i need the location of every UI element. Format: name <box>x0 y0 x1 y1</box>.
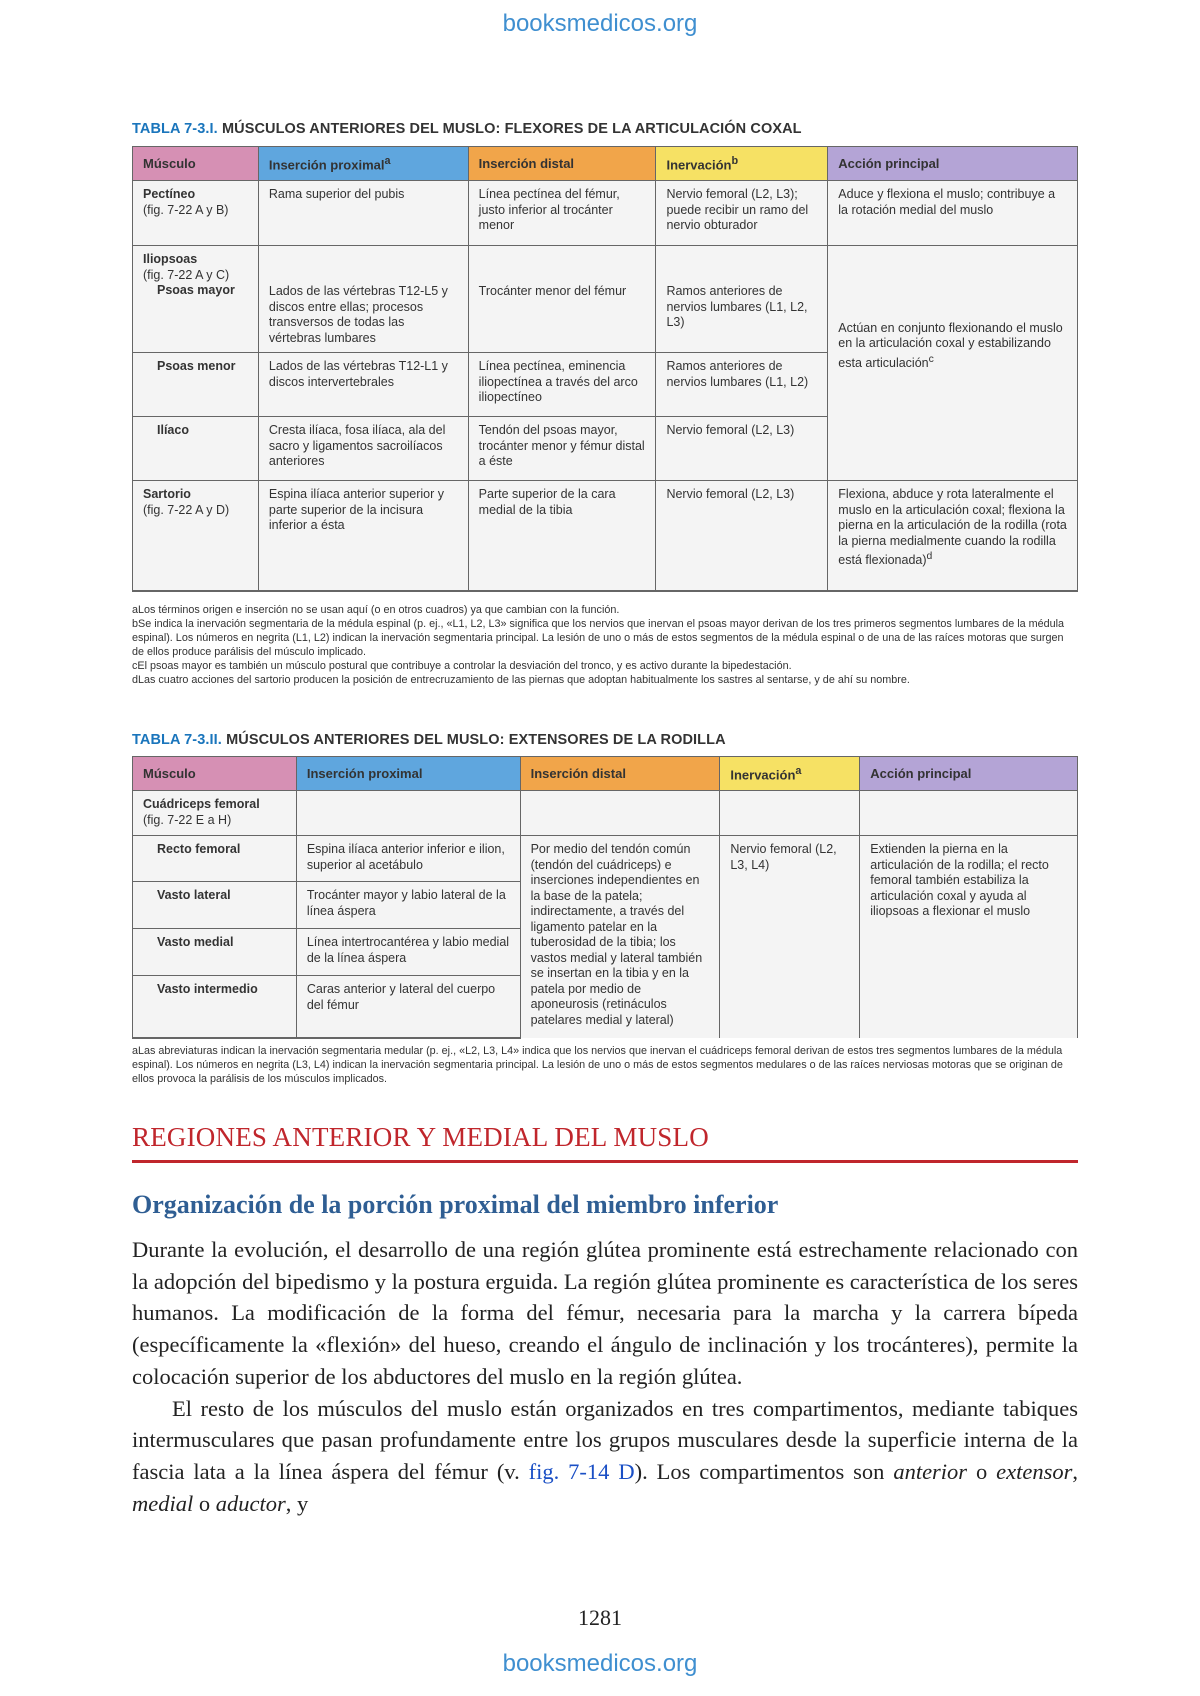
table-row <box>133 246 1078 353</box>
nerve-cell: Nervio femoral (L2, L3) <box>656 417 828 481</box>
action-cell: Flexiona, abduce y rota lateralmente el muslo en la articulación coxal; flexiona la pierna en la articulación de la rodilla (rota la pierna medialmente cuando la rodilla está flexionada)$^d$ <box>828 481 1078 591</box>
table2-header-proximal: Inserción proximal <box>296 757 520 791</box>
table2-caption <box>132 732 726 748</box>
section-title: REGIONES ANTERIOR Y MEDIAL DEL MUSLO <box>132 1122 709 1152</box>
proximal-cell: Rama superior del pubis <box>258 181 468 246</box>
table1-caption <box>132 121 802 137</box>
footnote: dLas cuatro acciones del sartorio producen la posición de entrecruzamiento de las piernas que adoptan habitualmente los sastres al sentarse, y de ahí su nombre. <box>132 674 910 686</box>
nerve-cell: Ramos anteriores de nervios lumbares (L1, L2) <box>656 353 828 417</box>
table-row <box>133 836 1078 882</box>
empty-cell <box>296 791 520 836</box>
table2-number: TABLA 7-3.II. <box>132 732 222 748</box>
table2-footnote <box>132 1044 1078 1086</box>
proximal-cell: Cresta ilíaca, fosa ilíaca, ala del sacro y ligamentos sacroilíacos anteriores <box>258 417 468 481</box>
site-watermark-top: booksmedicos.org <box>502 10 698 37</box>
empty-cell <box>720 791 860 836</box>
muscle-cell: Recto femoral <box>133 836 297 882</box>
subsection-title: Organización de la porción proximal del miembro inferior <box>132 1190 779 1219</box>
table2-header-muscle: Músculo <box>133 757 297 791</box>
site-watermark-bottom: booksmedicos.org <box>502 1650 698 1677</box>
table1-footnotes <box>132 603 1078 687</box>
muscle-cell: Ilíaco <box>133 417 259 481</box>
muscle-cell: Vasto medial <box>133 929 297 976</box>
table2-header-row <box>133 757 1078 791</box>
nerve-cell: Ramos anteriores de nervios lumbares (L1, L2, L3) <box>656 246 828 353</box>
table1-header-proximal: Inserción proximal$^a$ <box>258 147 468 181</box>
footnote: bSe indica la inervación segmentaria de la médula espinal (p. ej., «L1, L2, L3» significa que los nervios que inervan el psoas mayor derivan de los tres primeros segmentos lumbares de la médula espinal). Los números en negrita (L1, L2) indican la inervación segmentaria principal. La lesión de uno o más de estos segmentos de la médula espinal o de una de las raíces motoras que surgen de ellos produce parálisis del músculo implicado. <box>132 618 1065 658</box>
nerve-cell: Nervio femoral (L2, L3, L4) <box>720 836 860 1038</box>
table2-header-nerve: Inervación$^a$ <box>720 757 860 791</box>
table1-number: TABLA 7-3.I. <box>132 121 218 137</box>
table-row <box>133 481 1078 591</box>
distal-cell: Tendón del psoas mayor, trocánter menor y fémur distal a éste <box>468 417 656 481</box>
section-rule <box>132 1160 1078 1163</box>
psoas-mayor-label: Psoas mayor <box>157 283 235 297</box>
table2 <box>132 756 1078 1039</box>
empty-cell <box>860 791 1078 836</box>
figure-link[interactable]: fig. 7-14 D <box>528 1458 635 1484</box>
table1-header-action: Acción principal <box>828 147 1078 181</box>
distal-cell: Línea pectínea del fémur, justo inferior al trocánter menor <box>468 181 656 246</box>
table-row <box>133 791 1078 836</box>
paragraph: Durante la evolución, el desarrollo de una región glútea prominente está estrechamente relacionado con la adopción del bipedismo y la postura erguida. La región glútea prominente es característica de los seres humanos. La modificación de la forma del fémur, necesaria para la marcha y la carrera bípeda (específicamente la «flexión» del hueso, creando el ángulo de inclinación y los trocánteres), permite la colocación superior de los abductores del muslo en la región glútea. <box>132 1237 1078 1389</box>
empty-cell <box>520 791 720 836</box>
distal-cell: Parte superior de la cara medial de la tibia <box>468 481 656 591</box>
proximal-cell: Espina ilíaca anterior inferior e ilion, superior al acetábulo <box>296 836 520 882</box>
muscle-cell: Vasto lateral <box>133 882 297 929</box>
muscle-cell: Pectíneo (fig. 7-22 A y B) <box>133 181 259 246</box>
action-cell: Aduce y flexiona el muslo; contribuye a la rotación medial del muslo <box>828 181 1078 246</box>
table1-header-distal: Inserción distal <box>468 147 656 181</box>
table1-header-nerve: Inervación$^b$ <box>656 147 828 181</box>
table2-header-action: Acción principal <box>860 757 1078 791</box>
footnote: cEl psoas mayor es también un músculo postural que contribuye a controlar la desviación del tronco, y es activo durante la bipedestación. <box>132 660 792 672</box>
proximal-cell: Lados de las vértebras T12-L5 y discos entre ellas; procesos transversos de todas las vértebras lumbares <box>258 246 468 353</box>
paragraph: El resto de los músculos del muslo están organizados en tres compartimentos, mediante tabiques intermusculares que pasan profundamente entre los grupos musculares desde la superficie interna de la fascia lata a la línea áspera del fémur (v. fig. 7-14 D). Los compartimentos son anterior o extensor, medial o aductor, y <box>132 1395 1079 1516</box>
muscle-cell: Iliopsoas (fig. 7-22 A y C) Psoas mayor <box>133 246 259 353</box>
proximal-cell: Trocánter mayor y labio lateral de la línea áspera <box>296 882 520 929</box>
table1-title: MÚSCULOS ANTERIORES DEL MUSLO: FLEXORES DE LA ARTICULACIÓN COXAL <box>221 121 802 137</box>
muscle-cell: Cuádriceps femoral (fig. 7-22 E a H) <box>133 791 297 836</box>
proximal-cell: Espina ilíaca anterior superior y parte superior de la incisura inferior a ésta <box>258 481 468 591</box>
muscle-cell: Sartorio (fig. 7-22 A y D) <box>133 481 259 591</box>
nerve-cell: Nervio femoral (L2, L3) <box>656 481 828 591</box>
muscle-cell: Vasto intermedio <box>133 976 297 1038</box>
nerve-cell: Nervio femoral (L2, L3); puede recibir un ramo del nervio obturador <box>656 181 828 246</box>
table1-header-row <box>133 147 1078 181</box>
distal-cell: Línea pectínea, eminencia iliopectínea a través del arco iliopectíneo <box>468 353 656 417</box>
footnote: aLas abreviaturas indican la inervación segmentaria medular (p. ej., «L2, L3, L4» indica que los nervios que inervan el cuádriceps femoral derivan de estos tres segmentos lumbares de la médula espinal). Los números en negrita (L3, L4) indican la inervación segmentaria principal. La lesión de uno o más de estos segmentos medulares o de las raíces nerviosas motoras que se originan de ellos provoca la parálisis de los músculos implicados. <box>132 1045 1063 1085</box>
body-text <box>132 1234 1078 1519</box>
table-row <box>133 181 1078 246</box>
table2-header-distal: Inserción distal <box>520 757 720 791</box>
distal-cell: Por medio del tendón común (tendón del cuádriceps) e inserciones independientes en la base de la patela; indirectamente, a través del ligamento patelar en la tuberosidad de la tibia; los vastos medial y lateral también se insertan en la tibia y en la patela por medio de aponeurosis (retináculos patelares medial y lateral) <box>520 836 720 1038</box>
proximal-cell: Caras anterior y lateral del cuerpo del fémur <box>296 976 520 1038</box>
proximal-cell: Lados de las vértebras T12-L1 y discos intervertebrales <box>258 353 468 417</box>
table1-header-muscle: Músculo <box>133 147 259 181</box>
muscle-cell: Psoas menor <box>133 353 259 417</box>
table1 <box>132 146 1078 592</box>
proximal-cell: Línea intertrocantérea y labio medial de la línea áspera <box>296 929 520 976</box>
page-number: 1281 <box>578 1605 622 1630</box>
footnote: aLos términos origen e inserción no se usan aquí (o en otros cuadros) ya que cambian con la función. <box>132 604 620 616</box>
distal-cell: Trocánter menor del fémur <box>468 246 656 353</box>
table2-title: MÚSCULOS ANTERIORES DEL MUSLO: EXTENSORES DE LA RODILLA <box>226 732 726 748</box>
action-cell: Extienden la pierna en la articulación de la rodilla; el recto femoral también estabiliza la articulación coxal y ayuda al iliopsoas a flexionar el muslo <box>860 836 1078 1038</box>
action-cell: Actúan en conjunto flexionando el muslo en la articulación coxal y estabilizando esta articulación$^c$ <box>828 246 1078 481</box>
